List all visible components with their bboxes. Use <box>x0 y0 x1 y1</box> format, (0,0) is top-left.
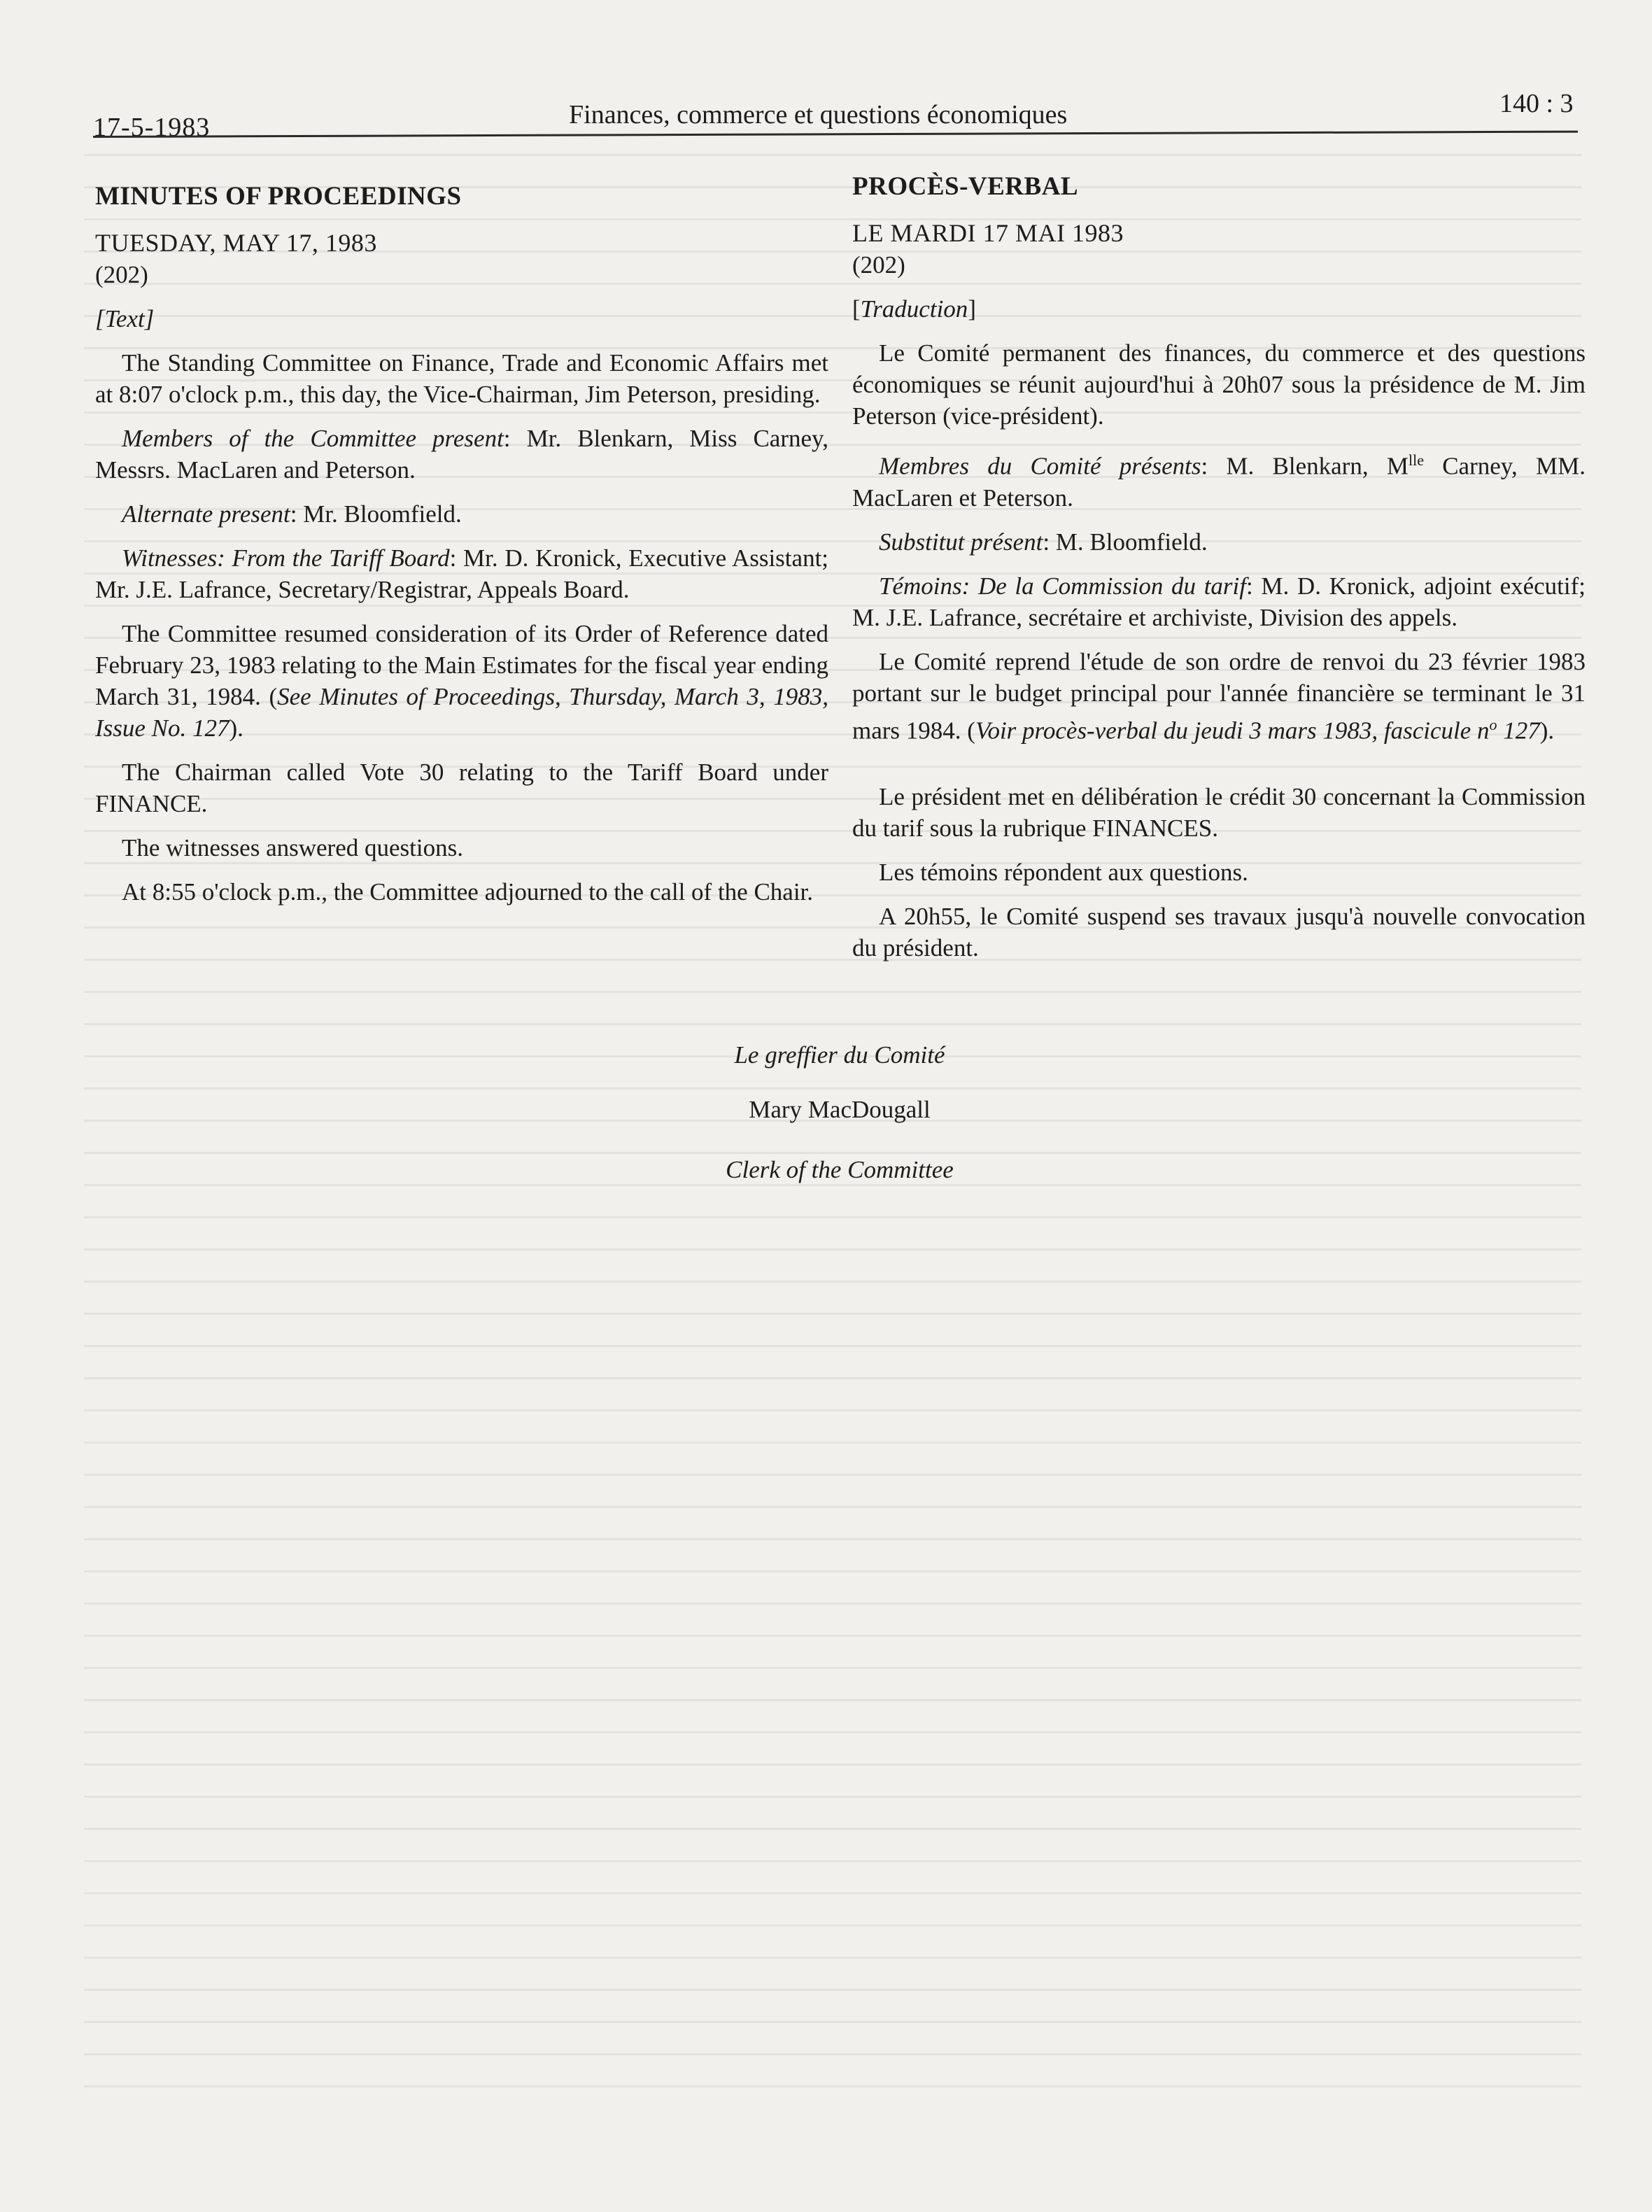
header-date: 17-5-1983 <box>93 113 211 142</box>
substitut-paragraph <box>852 526 1586 558</box>
alternate-paragraph <box>95 498 828 530</box>
french-column <box>852 171 1586 976</box>
suspension-paragraph: A 20h55, le Comité suspend ses travaux jusqu'à nouvelle convocation du président. <box>852 903 1586 962</box>
temoins-text: : M. D. Kronick, adjoint exécutif; M. J.E. Lafrance, secrétaire et archiviste, Division des appels. <box>852 572 1586 631</box>
header-rule <box>93 131 1578 138</box>
vote-paragraph: The Chairman called Vote 30 relating to the Tariff Board under FINANCE. <box>95 759 828 817</box>
english-column <box>95 181 828 920</box>
ordre-end: ). <box>1539 717 1555 745</box>
clerk-title: Clerk of the Committee <box>726 1156 954 1183</box>
substitut-text: : M. Bloomfield. <box>1043 528 1208 556</box>
clerk-name: Mary MacDougall <box>749 1096 931 1123</box>
witnesses-answered-paragraph: The witnesses answered questions. <box>122 834 463 861</box>
order-of-reference-paragraph <box>95 618 828 744</box>
order-text: The Committee resumed consideration of its Order of Reference dated February 23, 1983 relating to the Main Estimates for the fiscal year ending March 31, 1984. ( <box>95 620 828 710</box>
minutes-heading: MINUTES OF PROCEEDINGS <box>95 182 462 211</box>
french-meeting-code: (202) <box>852 251 905 279</box>
french-meeting-date: LE MARDI 17 MAI 1983 <box>852 219 1124 247</box>
members-text: : Mr. Blenkarn, Miss Carney, Messrs. MacLaren and Peterson. <box>95 425 828 484</box>
credit-paragraph: Le président met en délibération le crédit 30 concernant la Commission du tarif sous la rubrique FINANCES. <box>852 783 1586 843</box>
header-page-number: 140 : 3 <box>1499 89 1574 118</box>
witnesses-label: Witnesses <box>122 544 218 572</box>
witnesses-sep: : <box>217 544 232 572</box>
temoins-label: Témoins <box>879 572 962 600</box>
membres-paragraph <box>852 444 1586 514</box>
header-title: Finances, commerce et questions économiques <box>569 100 1068 129</box>
opening-paragraph: The Standing Committee on Finance, Trade and Economic Affairs met at 8:07 o'clock p.m., this day, the Vice-Chairman, Jim Peterson, presiding. <box>95 349 828 408</box>
membres-text-2: Carney, MM. MacLaren et Peterson. <box>852 452 1586 512</box>
witnesses-paragraph <box>95 542 828 605</box>
membres-label: Membres du Comité présents <box>879 452 1201 480</box>
proces-verbal-heading: PROCÈS-VERBAL <box>852 172 1079 201</box>
french-opening-paragraph: Le Comité permanent des finances, du commerce et des questions économiques se réunit aujourd'hui à 20h07 sous la présidence de M. Jim Peterson (vice-président). <box>852 339 1586 430</box>
membres-text-1: : M. Blenkarn, M <box>1201 452 1409 480</box>
text-tag: [Text] <box>95 305 155 332</box>
ordre-reference: Voir procès-verbal du jeudi 3 mars 1983, fascicule n <box>975 717 1490 745</box>
order-end: ). <box>229 714 243 742</box>
ordre-de-renvoi-paragraph <box>852 646 1586 747</box>
membres-sup: lle <box>1408 451 1424 469</box>
greffier-title: Le greffier du Comité <box>734 1041 945 1069</box>
meeting-date: TUESDAY, MAY 17, 1983 <box>95 229 377 257</box>
temoins-sep: : <box>961 572 978 600</box>
alternate-label: Alternate present <box>122 500 290 528</box>
witnesses-org: From the Tariff Board <box>232 544 450 572</box>
temoins-paragraph <box>852 570 1586 633</box>
temoins-org: De la Commission du tarif <box>977 572 1247 600</box>
meeting-code: (202) <box>95 261 148 288</box>
order-reference: See Minutes of Proceedings, Thursday, March 3, 1983, Issue No. 127 <box>95 683 828 742</box>
ordre-sup: o <box>1489 715 1497 733</box>
ordre-text: Le Comité reprend l'étude de son ordre de renvoi du 23 février 1983 portant sur le budget principal pour l'année financière se terminant le 31 mars 1984. ( <box>852 647 1586 745</box>
traduction-tag: [Traduction] <box>852 295 976 323</box>
adjournment-paragraph: At 8:55 o'clock p.m., the Committee adjourned to the call of the Chair. <box>122 878 814 906</box>
alternate-text: : Mr. Bloomfield. <box>290 500 462 528</box>
ordre-reference-2: 127 <box>1497 717 1540 745</box>
members-paragraph <box>95 423 828 486</box>
substitut-label: Substitut présent <box>879 528 1043 556</box>
witnesses-text: : Mr. D. Kronick, Executive Assistant; Mr. J.E. Lafrance, Secretary/Registrar, Appeals Board. <box>95 544 829 603</box>
members-label: Members of the Committee present <box>122 425 504 452</box>
temoins-repondent-paragraph: Les témoins répondent aux questions. <box>879 859 1248 887</box>
